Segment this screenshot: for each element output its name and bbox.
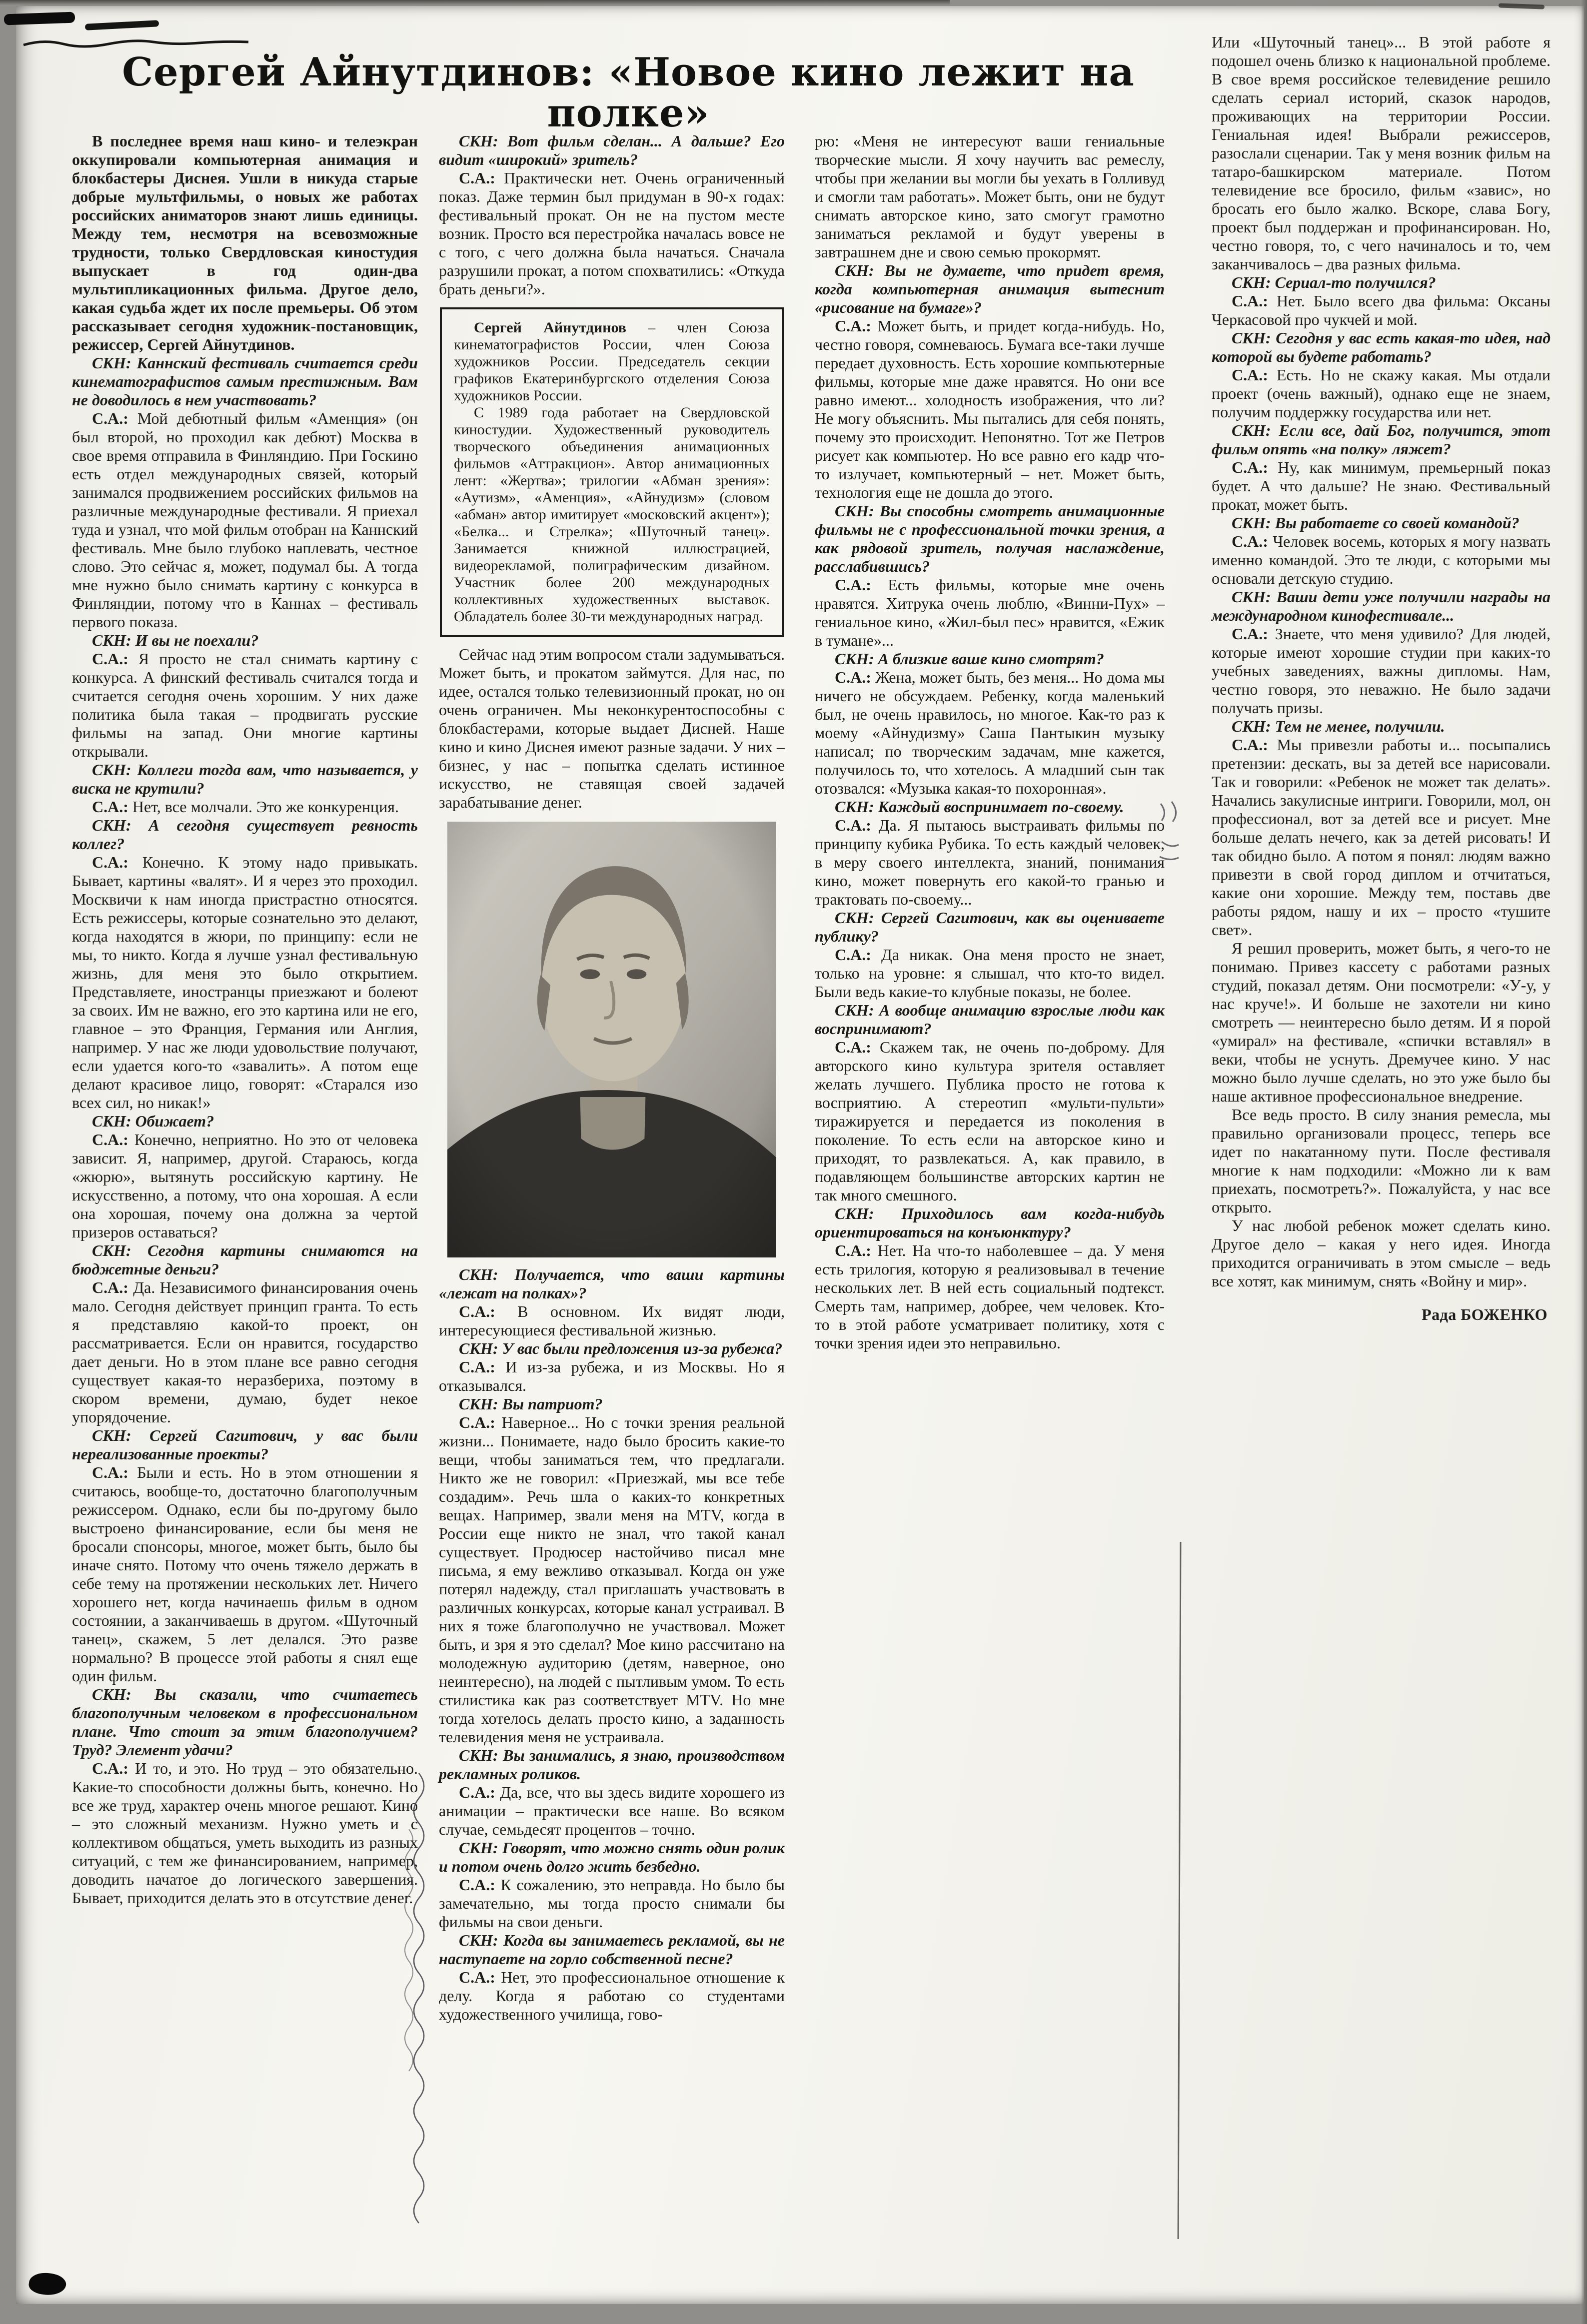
portrait-photo — [447, 822, 777, 1257]
column-3 — [815, 132, 1165, 1352]
interview-question: СКН: Каннский фестиваль считается среди кинематографистов самым престижным. Вам не доводилось в нем участвовать? — [72, 354, 418, 409]
question-prefix: СКН: — [92, 761, 137, 779]
paragraph: Все ведь просто. В силу знания ремесла, мы правильно организовали процесс, теперь все идет по накатанному пути. После фестиваля многие к нам подходили: «Можно ли к вам приехать, посмотреть?». Пожалуйста, у нас все открыто. — [1212, 1106, 1551, 1216]
answer-prefix: С.А.: — [1232, 458, 1278, 476]
interview-question: СКН: У вас были предложения из-за рубежа? — [459, 1339, 783, 1357]
interview-answer: С.А.: Мой дебютный фильм «Аменция» (он был второй, но проходил как дебют) Москва в свое время отправила в Финляндию. При Госкино есть отдел международных связей, который занимался продвижением российских фильмов на различные международные фестивали. Я приехал туда и узнал, что мой фильм отобран на Каннский фестиваль. Мне было глубоко наплевать, честное слово. Это сейчас я, может, подумал бы. А тогда мне нужно было снимать картину с конкурса в Финляндии, потому что в Каннах – фестиваль первого показа. — [72, 409, 418, 631]
interview-question: СКН: Вы патриот? — [459, 1395, 603, 1413]
newspaper-page — [16, 6, 1584, 2304]
answer-prefix: С.А.: — [459, 169, 504, 187]
interview-answer: С.А.: Я просто не стал снимать картину с конкурса. А финский фестиваль считался тогда и считается сегодня очень хорошим. У них даже политика была такая – продвигать русские фильмы на запад. Они многие картины открывали. — [72, 650, 418, 760]
interview-question: СКН: И вы не поехали? — [92, 631, 259, 649]
answer-prefix: С.А.: — [835, 1038, 880, 1056]
interview-question: СКН: Приходилось вам когда-нибудь ориентироваться на конъюнктуру? — [815, 1204, 1165, 1241]
interview-question: СКН: Если все, дай Бог, получится, этот фильм опять «на полку» ляжет? — [1212, 421, 1551, 458]
answer-prefix: С.А.: — [459, 1876, 501, 1894]
interview-answer: С.А.: Есть фильмы, которые мне очень нравятся. Хитрука очень люблю, «Винни-Пух» – гениальное кино, «Жил-был пес» нравится, «Ежик в тумане»... — [815, 576, 1165, 649]
interview-answer: С.А.: Нет. На что-то наболевшее – да. У меня есть трилогия, которую я реализовывал в течение нескольких лет. В ней есть социальный подтекст. Смерть там, например, добрее, чем человек. Кто-то в этой работе усматривает политику, хотя с точки зрения идеи это неправильно. — [815, 1241, 1165, 1352]
answer-prefix: С.А.: — [1232, 366, 1277, 384]
answer-prefix: С.А.: — [835, 816, 879, 834]
answer-prefix: С.А.: — [92, 798, 132, 816]
question-prefix: СКН: — [459, 1931, 503, 1949]
interview-answer: С.А.: Есть. Но не скажу какая. Мы отдали проект (очень важный), однако еще не знаем, получим поддержку государства или нет. — [1212, 366, 1551, 421]
interview-answer: С.А.: Были и есть. Но в этом отношении я считаюсь, вообще-то, достаточно благополучным режиссером. Однако, если бы по-другому было выстроено финансирование, если бы меня не бросали спонсоры, многое, может быть, было бы иначе снято. Потому что очень тяжело держать в себе тему на протяжении нескольких лет. Ничего хорошего нет, когда начинаешь фильм в одном состоянии, а заканчиваешь в другом. «Шуточный танец», скажем, 5 лет делался. Это разве нормально? В процессе этой работы я снял еще один фильм. — [72, 1463, 418, 1685]
question-prefix: СКН: — [835, 261, 885, 279]
interview-answer: С.А.: К сожалению, это неправда. Но было бы замечательно, мы тогда просто снимали бы фильмы на свои деньги. — [439, 1876, 785, 1931]
interview-question: СКН: Получается, что ваши картины «лежат на полках»? — [439, 1265, 785, 1302]
interview-answer: С.А.: Жена, может быть, без меня... Но дома мы ничего не обсуждаем. Ребенку, когда маленький был, не очень нравилось, но многое. Как-то раз к моему «Айнудизму» Саша Пантыкин музыку написал; по творческим задачам, мне кажется, получилось то, что хотелось. А младший сын так отозвался: «Музыка какая-то похоронная». — [815, 668, 1165, 797]
article-headline: Сергей Айнутдинов: «Новое кино лежит на полке» — [122, 49, 1135, 136]
bio-paragraph: С 1989 года работает на Свердловской киностудии. Художественный руководитель творческого объединения анимационных фильмов «Аттракцион». Автор анимационных лент: «Жертва»; трилогии «Абман зрения»: «Аутизм», «Аменция», «Айнудизм» (словом «абман» автор имитирует «московский акцент»); «Белка... и Стрелка»; «Шуточный танец». Занимается книжной иллюстрацией, видеорекламой, полиграфическим дизайном. Участник более 200 международных коллективных художественных выставок. Обладатель более 30-ти международных наград. — [454, 404, 770, 625]
answer-prefix: С.А.: — [835, 668, 876, 686]
interview-question: СКН: Вот фильм сделан... А дальше? Его видит «широкий» зритель? — [439, 132, 785, 168]
question-prefix: СКН: — [835, 650, 878, 668]
interview-question: СКН: А сегодня существует ревность коллег? — [72, 816, 418, 853]
interview-question: СКН: Каждый воспринимает по-своему. — [835, 798, 1124, 816]
question-prefix: СКН: — [459, 1746, 503, 1764]
answer-prefix: С.А.: — [835, 946, 881, 964]
answer-prefix: С.А.: — [835, 1241, 878, 1259]
interview-question: СКН: Ваши дети уже получили награды на международном кинофестивале... — [1212, 588, 1551, 624]
interview-question: СКН: Вы не думаете, что придет время, когда компьютерная анимация вытеснит «рисование на бумаге»? — [815, 261, 1165, 316]
answer-prefix: С.А.: — [92, 1131, 134, 1149]
interview-answer: С.А.: Знаете, что меня удивило? Для людей, которые имеют хорошие студии при каких-то учебных заведениях, важны дипломы. Нам, честно говоря, это неважно. Не было задачи получать призы. — [1212, 625, 1551, 717]
interview-question: СКН: Сегодня картины снимаются на бюджетные деньги? — [72, 1241, 418, 1278]
interview-answer: С.А.: Нет, это профессиональное отношение к делу. Когда я работаю со студентами художественного училища, гово- — [439, 1968, 785, 2023]
interview-question: СКН: Тем не менее, получили. — [1232, 717, 1445, 735]
interview-question: СКН: Сергей Сагитович, как вы оцениваете публику? — [815, 909, 1165, 945]
interview-answer: С.А.: Да, все, что вы здесь видите хорошего из анимации – практически все наше. Во всяком случае, семьдесят процентов – точно. — [439, 1783, 785, 1838]
answer-prefix: С.А.: — [1232, 292, 1277, 310]
interview-answer: С.А.: Нет. Было всего два фильма: Оксаны Черкасовой про чукчей и мой. — [1212, 292, 1551, 328]
interview-answer: С.А.: Да никак. Она меня просто не знает, только на уровне: я слышал, что кто-то видел. Были ведь какие-то клубные показы, не более. — [815, 946, 1165, 1001]
interview-question: СКН: А близкие ваше кино смотрят? — [835, 650, 1104, 668]
question-prefix: СКН: — [92, 1426, 150, 1444]
lead-paragraph: В последнее время наш кино- и телеэкран оккупировали компьютерная анимация и блокбастеры Диснея. Ушли в никуда старые добрые мультфильмы, о новых же работах российских аниматоров знают лишь единицы. Между тем, несмотря на всевозможные трудности, только Свердловская киностудия выпускает в год один-два мультипликационных фильма. Другое дело, какая судьба ждет их после премьеры. Об этом рассказывает сегодня художник-постановщик, режиссер, Сергей Айнутдинов. — [72, 132, 418, 353]
interview-question: СКН: Вы способны смотреть анимационные фильмы не с профессиональной точки зрения, а как рядовой зритель, получая наслаждение, расслабившись? — [815, 502, 1165, 575]
answer-prefix: С.А.: — [835, 317, 878, 335]
question-prefix: СКН: — [1232, 717, 1275, 735]
interview-answer: С.А.: Нет, все молчали. Это же конкуренция. — [92, 798, 399, 816]
question-prefix: СКН: — [1232, 421, 1279, 439]
answer-prefix: С.А.: — [92, 1463, 137, 1481]
column-2 — [439, 132, 785, 2024]
question-prefix: СКН: — [459, 1265, 515, 1283]
interview-question: СКН: Вы работаете со своей командой? — [1232, 514, 1520, 532]
question-prefix: СКН: — [92, 1241, 148, 1259]
question-prefix: СКН: — [1232, 588, 1277, 606]
continuation-paragraph: рю: «Меня не интересуют ваши гениальные творческие мысли. Я хочу научить вас ремеслу, чтобы при желании вы могли бы уехать в Голливуд и смогли там работать». Может быть, они не будут снимать авторское кино, зато смогут грамотно заниматься рекламой и будут уверены в завтрашнем дне и свою семью прокормят. — [815, 132, 1165, 261]
interview-answer: С.А.: Мы привезли работы и... посыпались претензии: дескать, вы за детей все нарисовали. Так и говорили: «Ребенок не может так делать». Начались закулисные интриги. Говорили, мол, он профессионал, вот за детей все и рисует. Мне больше делать нечего, как за детей рисовать! И так обидно было. А потом я понял: людям важно привезти в свой город диплом и отчитаться, какие они хорошие. Между тем, поставь две работы рядом, нашу и их – просто «тушите свет». — [1212, 736, 1551, 939]
interview-answer: С.А.: Ну, как минимум, премьерный показ будет. А что дальше? Не знаю. Фестивальный прокат, может быть. — [1212, 458, 1551, 513]
interview-question: СКН: Сериал-то получился? — [1232, 273, 1436, 291]
answer-prefix: С.А.: — [1232, 736, 1277, 754]
paragraph: У нас любой ребенок может сделать кино. Другое дело – какая у него идея. Иногда приходится ограничивать в этом смысле – ведь все хотят, как минимум, снять «Войну и мир». — [1212, 1216, 1551, 1290]
answer-prefix: С.А.: — [92, 1278, 133, 1296]
interview-answer: С.А.: И из-за рубежа, и из Москвы. Но я отказывался. — [439, 1358, 785, 1394]
interview-answer: С.А.: Может быть, и придет когда-нибудь. Но, честно говоря, сомневаюсь. Бумага все-таки лучше передает духовность. Есть хорошие компьютерные фильмы, которые мне даже нравятся. Но они все равно имеют... холодность изображения, что ли? Не могу объяснить. Мы пытались для себя понять, почему это происходит. Непонятно. Тот же Петров рисует как компьютер. Но все равно его кадр что-то излучает, компьютерный – нет. Может быть, технология еще не дошла до этого. — [815, 317, 1165, 501]
interview-answer: С.А.: Конечно. К этому надо привыкать. Бывает, картины «валят». И я через это проходил. Москвичи к нам иногда пристрастно относятся. Есть режиссеры, которые сознательно это делают, когда находятся в жюри, по принципу: если не мы, то никто. Когда я лучше узнал фестивальную жизнь, для меня это было открытием. Представляете, иностранцы приезжают и болеют за своих. Им не важно, его это картина или не его, главное – это Франция, Германия или Англия, например. У нас же люди удовольствие получают, если удается кого-то «завалить». А потом еще делают красивое лицо, говорят: «Старался изо всех сил, но никак!» — [72, 853, 418, 1112]
paragraph: Я решил проверить, может быть, я чего-то не понимаю. Привез кассету с работами разных студий, показал детям. Они посмотрели: «У-у, у нас круче!». И больше не захотели ни кино смотреть — неинтересно было детям. И я порой «умирал» на фестивале, «спички вставлял» в веки, чтобы не уснуть. Дремучее кино. У нас можно было лучше сделать, но это уже было бы наше активное профессиональное внедрение. — [1212, 939, 1551, 1105]
answer-prefix: С.А.: — [1232, 625, 1275, 643]
answer-prefix: С.А.: — [92, 853, 142, 871]
question-prefix: СКН: — [459, 1839, 502, 1857]
question-prefix: СКН: — [92, 816, 149, 834]
question-prefix: СКН: — [92, 1112, 135, 1130]
question-prefix: СКН: — [835, 1204, 902, 1222]
question-prefix: СКН: — [459, 1395, 502, 1413]
interview-question: СКН: Сергей Сагитович, у вас были нереализованные проекты? — [72, 1426, 418, 1463]
question-prefix: СКН: — [835, 502, 880, 520]
question-prefix: СКН: — [459, 132, 507, 150]
interview-question: СКН: Вы сказали, что считаетесь благополучным человеком в профессиональном плане. Что стоит за этим благополучием? Труд? Элемент удачи? — [72, 1685, 418, 1759]
answer-prefix: С.А.: — [1232, 532, 1273, 550]
question-prefix: СКН: — [92, 354, 137, 372]
question-prefix: СКН: — [835, 798, 878, 816]
answer-prefix: С.А.: — [459, 1413, 502, 1431]
column-1 — [72, 132, 418, 1907]
portrait-photo-image — [447, 822, 777, 1257]
interview-answer: С.А.: Наверное... Но с точки зрения реальной жизни... Понимаете, надо было бросить какие-то вещи, чтобы заниматься тем, что предлагали. Никто же не говорил: «Приезжай, мы все тебе создадим». Речь шла о каких-то конкретных вещах. Например, звали меня на MTV, когда в России еще никто не знал, что такой канал существует. Продюсер настойчиво писал мне письма, я ему вежливо отказывал. Когда он уже потерял надежду, стал приглашать участвовать в различных конкурсах, которые канал устраивал. В них я тоже благополучно не участвовал. Может быть, и зря я это сделал? Мое кино рассчитано на молодежную аудиторию (детям, наверное, оно неинтересно), на людей с пытливым умом. То есть стилистика как раз соответствует MTV. Но мне тогда хотелось делать просто кино, а заданность телевидения меня не устраивала. — [439, 1413, 785, 1746]
answer-prefix: С.А.: — [92, 1759, 135, 1777]
interview-question: СКН: Коллеги тогда вам, что называется, у виска не крутили? — [72, 761, 418, 797]
interview-question: СКН: Обижает? — [92, 1112, 214, 1130]
interview-answer: С.А.: И то, и это. Но труд – это обязательно. Какие-то способности должны быть, конечно. Но все же труд, характер очень многое решают. Кино – это сложный механизм. Нужно уметь и с коллективом общаться, уметь выходить из разных ситуаций, с тем же финансированием, например, доводить начатое до логического завершения. Бывает, приходится делать это в отсутствие денег. — [72, 1759, 418, 1907]
interview-question: СКН: Говорят, что можно снять один ролик и потом очень долго жить безбедно. — [439, 1839, 785, 1875]
bio-paragraph: Сергей Айнутдинов – член Союза кинематографистов России, член Союза художников России. Председатель секции графиков Екатеринбургского отделения Союза художников России. — [454, 319, 770, 404]
question-prefix: СКН: — [835, 1001, 879, 1019]
answer-prefix: С.А.: — [459, 1358, 506, 1376]
scan-artifact-top-shadow — [0, 0, 950, 5]
answer-prefix: С.А.: — [92, 650, 138, 668]
interview-answer: С.А.: Конечно, неприятно. Но это от человека зависит. Я, например, другой. Стараюсь, когда «жюрю», вытянуть российскую картину. Не искусственно, а потому, что она хорошая. А если она хорошая, почему она должна за чертой призеров оставаться? — [72, 1131, 418, 1241]
paragraph: Сейчас над этим вопросом стали задумываться. Может быть, и прокатом займутся. Для нас, по идее, остался только телевизионный прокат, но он очень ограничен. Мы неконкурентоспособны с блокбастерами, которые выдает Дисней. Наше кино и кино Диснея имеют разные задачи. У них – бизнес, у нас – попытка сделать истинное искусство, не ставящая своей задачей зарабатывание денег. — [439, 645, 785, 811]
interview-answer: С.А.: В основном. Их видят люди, интересующиеся фестивальной жизнью. — [439, 1302, 785, 1339]
column-4 — [1212, 33, 1551, 1324]
interview-answer: С.А.: Да. Я пытаюсь выстраивать фильмы по принципу кубика Рубика. То есть каждый человек, в меру своего интеллекта, знаний, понимания кино, может повернуть его какой-то гранью и трактовать по-своему... — [815, 816, 1165, 908]
interview-answer: С.А.: Человек восемь, которых я могу назвать именно командой. Это те люди, с которыми мы основали детскую студию. — [1212, 532, 1551, 587]
bio-box — [440, 307, 784, 637]
question-prefix: СКН: — [835, 909, 881, 927]
interview-answer: С.А.: Скажем так, не очень по-доброму. Для авторского кино культура зрителя оставляет желать лучшего. Публика просто не готова к восприятию. А стереотип «мульти-пульти» тиражируется и передается из поколения в поколение. То есть если на авторское кино и приходят, то развлекаться. А, как правило, в подавляющем большинстве авторских картин не так много смешного. — [815, 1038, 1165, 1204]
interview-question: СКН: Сегодня у вас есть какая-то идея, над которой вы будете работать? — [1212, 329, 1551, 365]
answer-prefix: С.А.: — [835, 576, 888, 594]
question-prefix: СКН: — [1232, 514, 1275, 532]
answer-prefix: С.А.: — [92, 409, 137, 427]
question-prefix: СКН: — [1232, 273, 1275, 291]
interview-question: СКН: А вообще анимацию взрослые люди как воспринимают? — [815, 1001, 1165, 1038]
bio-name: Сергей Айнутдинов — [474, 319, 626, 336]
answer-prefix: С.А.: — [459, 1968, 501, 1986]
interview-answer: С.А.: Практически нет. Очень ограниченный показ. Даже термин был придуман в 90-х годах: фестивальный прокат. Он не на пустом месте возник. Просто вся перестройка началась вовсе не с того, с чего должна была начаться. Сначала разрушили прокат, а потом спохватились: «Откуда брать деньги?». — [439, 169, 785, 298]
author-byline: Рада БОЖЕНКО — [1422, 1305, 1548, 1323]
interview-question: СКН: Когда вы занимаетесь рекламой, вы не наступаете на горло собственной песне? — [439, 1931, 785, 1968]
question-prefix: СКН: — [1232, 329, 1276, 347]
question-prefix: СКН: — [92, 631, 135, 649]
answer-prefix: С.А.: — [459, 1783, 500, 1801]
interview-question: СКН: Вы занимались, я знаю, производством рекламных роликов. — [439, 1746, 785, 1783]
answer-prefix: С.А.: — [459, 1302, 518, 1320]
question-prefix: СКН: — [459, 1339, 502, 1357]
question-prefix: СКН: — [92, 1685, 155, 1703]
continuation-paragraph: Или «Шуточный танец»... В этой работе я подошел очень близко к национальной проблеме. В свое время российское телевидение решило сделать сериал историй, сказок народов, проживающих на территории России. Гениальная идея! Выбрали режиссеров, разослали сценарии. Так у меня возник фильм на татаро-башкирском материале. Потом телевидение все бросило, фильм «завис», но бросать его было жалко. Вскоре, слава Богу, проект был поддержан и профинансирован. Но, честно говоря, то, с чего начиналось и то, чем заканчивалось – два разных фильма. — [1212, 33, 1551, 273]
interview-answer: С.А.: Да. Независимого финансирования очень мало. Сегодня действует принцип гранта. То есть я представляю какой-то проект, он рассматривается. Если он нравится, государство дает деньги. Но в этом плане все равно сегодня существует какая-то неразбериха, поэтому в скором времени, думаю, будет некое упорядочение. — [72, 1278, 418, 1426]
